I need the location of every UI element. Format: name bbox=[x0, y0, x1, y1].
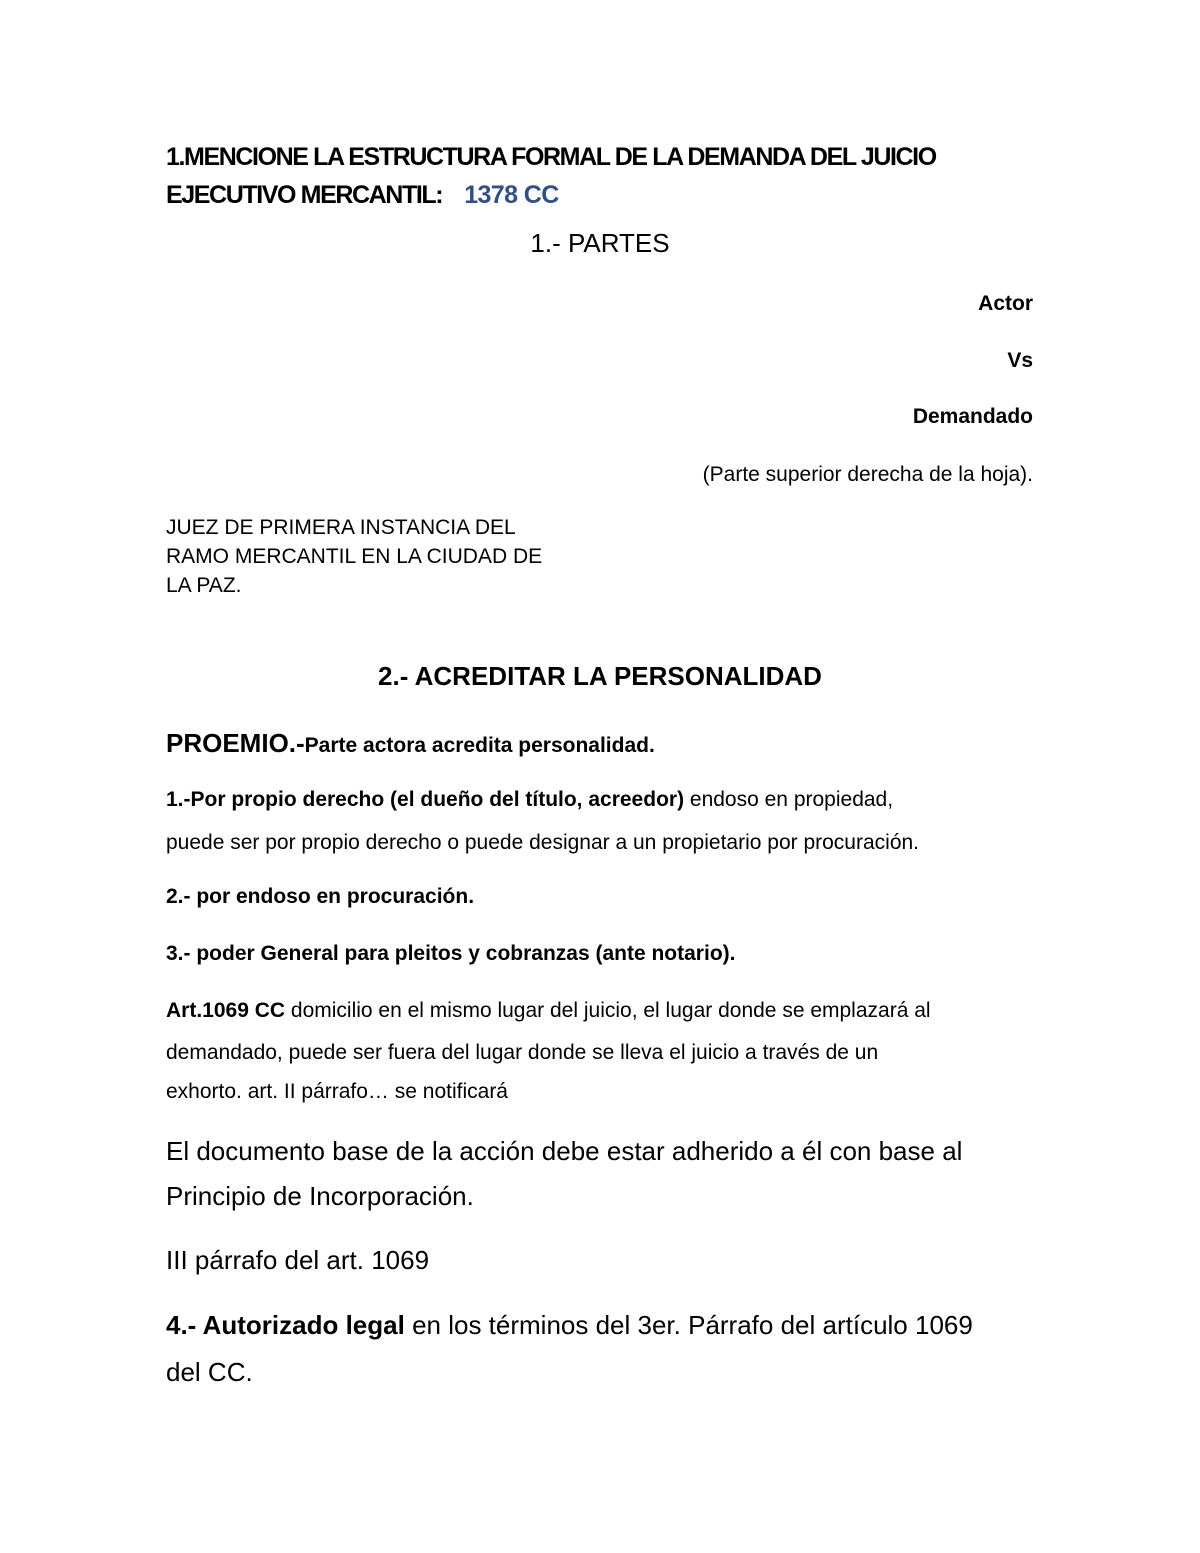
demandado-label: Demandado bbox=[912, 405, 1033, 428]
juez-line-1: JUEZ DE PRIMERA INSTANCIA DEL bbox=[166, 516, 516, 539]
article-ref-bold: Art.1069 CC bbox=[166, 999, 286, 1022]
document-base-line-1: El documento base de la acción debe estar adherido a él con base al bbox=[166, 1136, 963, 1166]
item-1-line-1 bbox=[166, 788, 893, 812]
juez-line-2: RAMO MERCANTIL EN LA CIUDAD DE bbox=[166, 545, 543, 568]
juez-address bbox=[166, 513, 626, 600]
article-text-1: domicilio en el mismo lugar del juicio, el lugar donde se emplazará al bbox=[285, 999, 931, 1022]
proemio-line bbox=[166, 728, 655, 759]
heading-article-ref: 1378 CC bbox=[464, 181, 559, 209]
document-base-line-2: Principio de Incorporación. bbox=[166, 1181, 474, 1211]
vs-label: Vs bbox=[1007, 349, 1033, 372]
article-line-2: demandado, puede ser fuera del lugar donde se lleva el juicio a través de un bbox=[166, 1041, 879, 1064]
juez-line-3: LA PAZ. bbox=[166, 574, 242, 597]
actor-label: Actor bbox=[978, 292, 1033, 315]
heading-text-2: EJECUTIVO MERCANTIL: bbox=[166, 181, 443, 209]
item-3: 3.- poder General para pleitos y cobranzas (ante notario). bbox=[166, 942, 736, 965]
position-note: (Parte superior derecha de la hoja). bbox=[702, 463, 1033, 486]
iii-parrafo: III párrafo del art. 1069 bbox=[166, 1245, 430, 1275]
heading-line-1 bbox=[166, 143, 936, 172]
section-2-title: 2.- ACREDITAR LA PERSONALIDAD bbox=[378, 661, 822, 691]
item-4-rest: en los términos del 3er. Párrafo del artículo 1069 bbox=[404, 1310, 973, 1340]
section-1-title: 1.- PARTES bbox=[530, 228, 670, 258]
proemio-label: PROEMIO.- bbox=[166, 728, 305, 758]
item-2: 2.- por endoso en procuración. bbox=[166, 885, 475, 908]
heading-line-2 bbox=[166, 181, 559, 210]
item-4-line-2: del CC. bbox=[166, 1357, 253, 1387]
item-4-bold: 4.- Autorizado legal bbox=[166, 1310, 405, 1340]
article-line-3: exhorto. art. II párrafo… se notificará bbox=[166, 1080, 508, 1103]
item-1-line-2: puede ser por propio derecho o puede designar a un propietario por procuración. bbox=[166, 831, 920, 854]
item-1-rest: endoso en propiedad, bbox=[684, 788, 894, 811]
proemio-text: Parte actora acredita personalidad. bbox=[304, 734, 655, 757]
item-4-line-1 bbox=[166, 1310, 973, 1341]
heading-text-1: 1.MENCIONE LA ESTRUCTURA FORMAL DE LA DEMANDA DEL JUICIO bbox=[166, 143, 936, 171]
article-line-1 bbox=[166, 999, 931, 1023]
item-1-bold: 1.-Por propio derecho (el dueño del título, acreedor) bbox=[166, 788, 685, 811]
